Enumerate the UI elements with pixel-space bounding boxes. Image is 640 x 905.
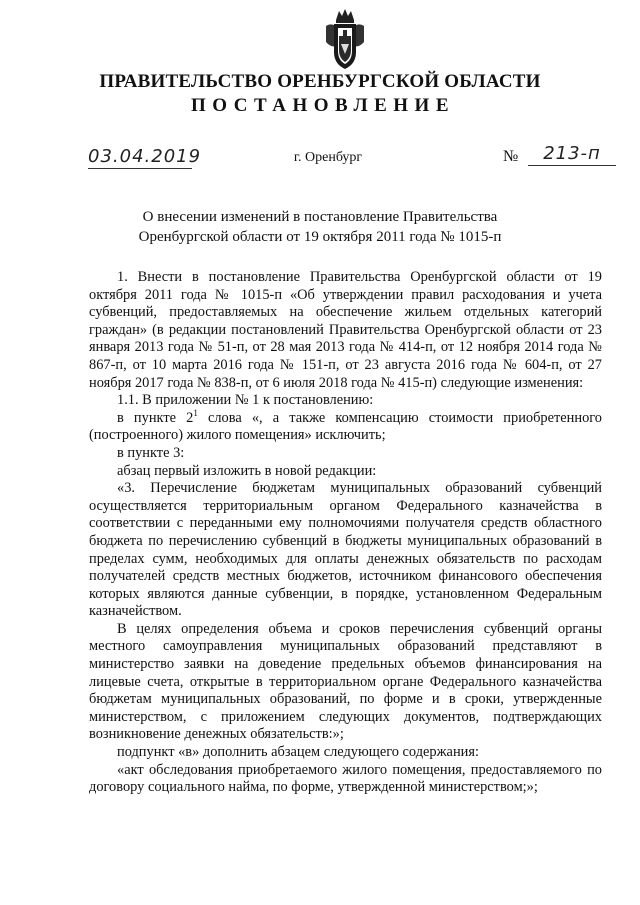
document-city: г. Оренбург [293, 150, 363, 165]
paragraph-3-end: слова «, а также компенсацию стоимости приобретенного (построенного) жилого помещения» исключить; [89, 409, 603, 444]
document-number: 213-п [528, 143, 616, 166]
paragraph-6: «3. Перечисление бюджетам муниципальных образований субвенций осуществляется территориальным органом Федерального казначейства в соответствии с переданными ему полномочиями получателя средств областного бюджета по перечислению субвенций в бюджеты муниципальных образований в пределах сумм, необходимых для оплаты денежных обязательств по расходам получателей средств местных бюджетов, источником финансового обеспечения которых являются данные субвенции, в порядке, установленном Федеральным казначейством. [89, 480, 602, 620]
document-subject [60, 207, 580, 247]
paragraph-2: 1.1. В приложении № 1 к постановлению: [117, 392, 374, 409]
paragraph-9: «акт обследования приобретаемого жилого помещения, предоставляемого по договору социального найма, по форме, утвержденной министерством;»; [89, 761, 602, 796]
paragraph-4: в пункте 3: [117, 444, 185, 461]
document-body [89, 269, 602, 797]
document-date: 03.04.2019 [88, 146, 202, 167]
paragraph-3 [89, 407, 603, 445]
paragraph-7: В целях определения объема и сроков перечисления субвенций органы местного самоуправления муниципальных образований представляют в министерство заявки на доведение предельных объемов финансирования на лицевые счета, открытые в территориальном органе Федерального казначейства бюджетам муниципальных образований, по форме и в сроки, утвержденные министерством, с приложением следующих документов, подтверждающих возникновение денежных обязательств:»; [89, 620, 602, 743]
subject-line-1: О внесении изменений в постановление Правительства [142, 209, 498, 225]
paragraph-3-superscript: 1 [193, 407, 198, 418]
paragraph-5: абзац первый изложить в новой редакции: [117, 462, 377, 479]
document-type: ПОСТАНОВЛЕНИЕ [190, 95, 456, 116]
paragraph-8: подпункт «в» дополнить абзацем следующего содержания: [117, 744, 479, 761]
subject-line-2: Оренбургской области от 19 октября 2011 года № 1015-п [138, 229, 502, 245]
paragraph-3-start: в пункте 2 [117, 409, 194, 426]
government-title: ПРАВИТЕЛЬСТВО ОРЕНБУРГСКОЙ ОБЛАСТИ [99, 71, 541, 92]
paragraph-1: 1. Внести в постановление Правительства Оренбургской области от 19 октября 2011 года № 1015-п «Об утверждении правил расходования и учета субвенций, предоставляемых на обеспечение жильем отдельных категорий граждан» (в редакции постановлений Правительства Оренбургской области от 23 января 2013 года № 51-п, от 28 мая 2013 года № 414-п, от 12 ноября 2014 года № 867-п, от 10 марта 2016 года № 151-п, от 23 августа 2016 года № 604-п, от 27 ноября 2017 года № 838-п, от 6 июля 2018 года № 415-п) следующие изменения: [89, 269, 602, 391]
coat-of-arms-icon [322, 6, 368, 72]
document-number-label: № [503, 148, 519, 165]
